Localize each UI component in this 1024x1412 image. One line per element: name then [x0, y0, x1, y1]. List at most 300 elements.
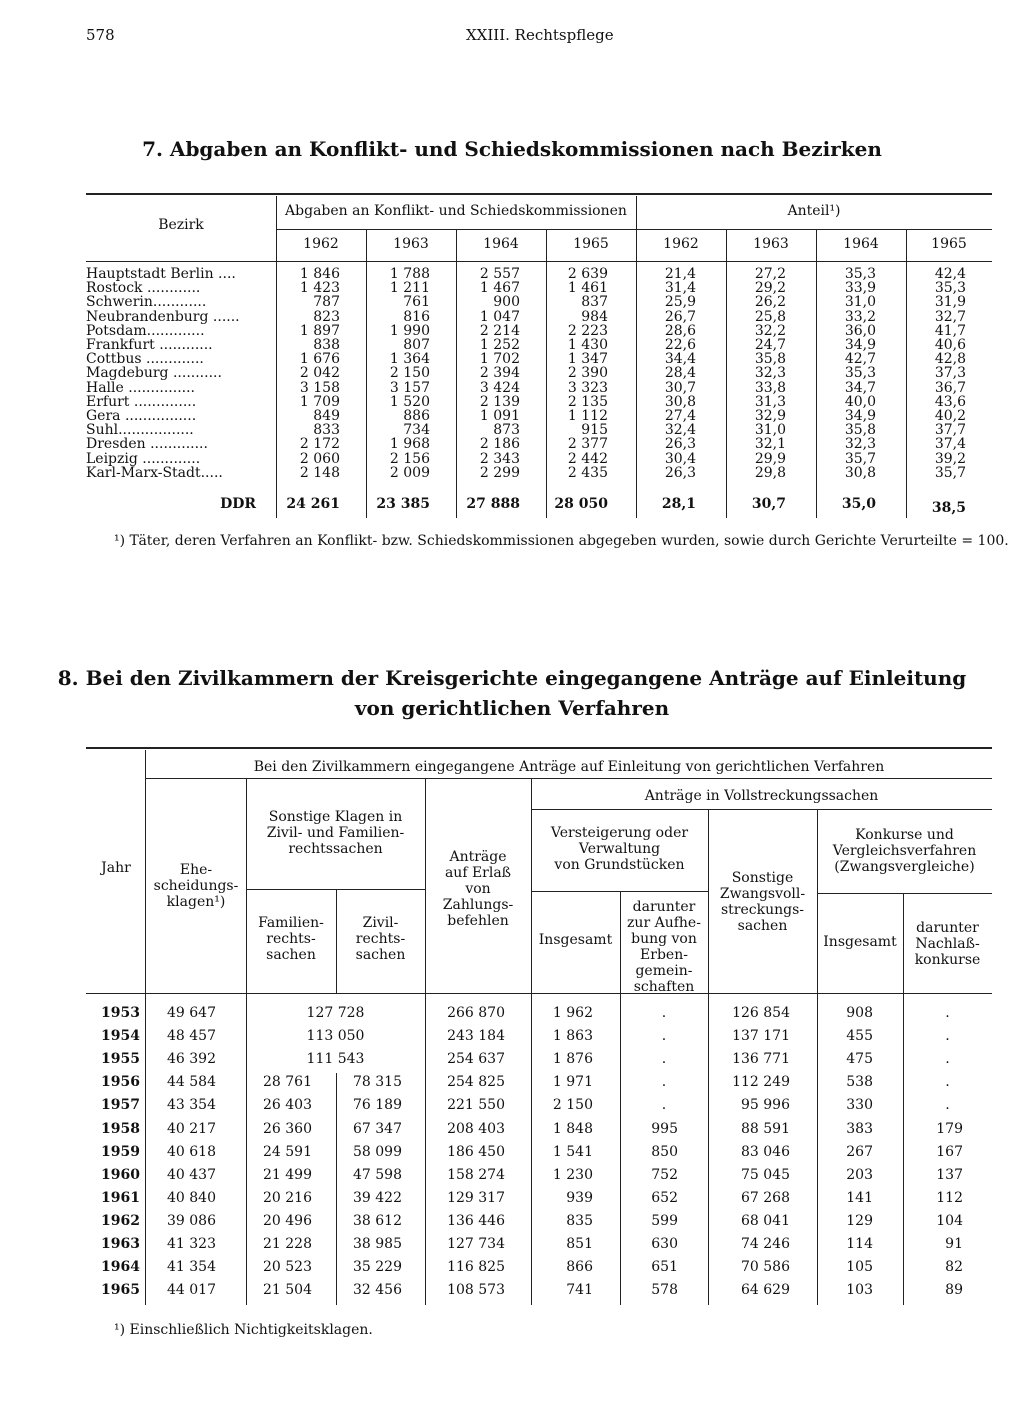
- t8-cell-konkurse: 129: [846, 1212, 873, 1229]
- t8-cell-erben: 630: [651, 1236, 678, 1252]
- t7-year: 1963: [393, 236, 429, 252]
- t8-cell-zahlung: 266 870: [447, 1005, 505, 1021]
- t7-cell-anteil: 41,7: [934, 322, 966, 339]
- t7-cell-abgaben: 2 042: [299, 365, 340, 382]
- t7-cell-anteil: 26,3: [664, 464, 696, 481]
- t8-cell-erben: 599: [651, 1212, 678, 1229]
- t8-cell-versteigerung: 851: [566, 1236, 593, 1252]
- t8-cell-jahr: 1955: [101, 1051, 140, 1068]
- t7-cell-abgaben: 1 112: [567, 408, 608, 424]
- t7-cell-anteil: 40,2: [934, 408, 966, 424]
- t7-cell-anteil: 35,8: [844, 422, 876, 439]
- t8-cell-sonst-zw: 83 046: [741, 1143, 790, 1160]
- t8-cell-zahlung: 243 184: [447, 1028, 505, 1045]
- t7-cell-anteil: 33,2: [844, 308, 876, 325]
- t8-top-rule: [86, 747, 992, 749]
- t7-cell-anteil: 34,9: [844, 408, 876, 424]
- t8-cell-versteigerung: 1 971: [552, 1074, 593, 1091]
- t8-cell-jahr: 1965: [101, 1282, 140, 1299]
- t7-cell-abgaben: 837: [581, 294, 608, 311]
- t8-cell-konkurse: 455: [846, 1028, 873, 1045]
- t7-top-rule: [86, 193, 992, 195]
- t8-header-zivil: Zivil- rechts- sachen: [355, 915, 406, 963]
- t7-cell-anteil: 26,3: [664, 436, 696, 453]
- t7-cell-abgaben: 1 990: [389, 322, 430, 339]
- t7-row-name: Rostock ............: [86, 280, 201, 297]
- t7-cell-anteil: 35,7: [844, 450, 876, 467]
- t8-header-darunter-b: darunter Nachlaß- konkurse: [914, 920, 981, 968]
- t7-cell-abgaben: 1 461: [567, 280, 608, 297]
- t8-cell-erben: 651: [651, 1259, 678, 1276]
- t8-cell-nachlass: .: [945, 1005, 950, 1021]
- t8-cell-ehe: 40 618: [167, 1143, 216, 1160]
- t7-row-name: Cottbus .............: [86, 351, 204, 368]
- t8-cell-konkurse: 267: [846, 1143, 873, 1160]
- t8-cell-nachlass: 91: [945, 1236, 963, 1252]
- t8-cell-zahlung: 127 734: [447, 1236, 505, 1252]
- t8-header-familien: Familien- rechts- sachen: [258, 915, 324, 963]
- t7-cell-abgaben: 2 060: [299, 450, 340, 467]
- t8-cell-sonstige: 127 728: [306, 1005, 365, 1021]
- t8-cell-sonst-zw: 137 171: [732, 1028, 790, 1045]
- t8-cell-jahr: 1963: [101, 1236, 140, 1252]
- t7-cell-anteil: 30,8: [844, 464, 876, 481]
- t7-cell-abgaben: 1 252: [479, 337, 520, 353]
- t7-row-name: Karl-Marx-Stadt.....: [86, 464, 223, 481]
- t8-cell-familien: 24 591: [263, 1143, 312, 1160]
- t7-cell-anteil: 32,2: [754, 322, 786, 339]
- t7-cell-abgaben: 2 150: [389, 365, 430, 382]
- t7-cell-abgaben: 873: [493, 422, 520, 439]
- t7-cell-anteil: 31,9: [934, 294, 966, 311]
- t8-cell-jahr: 1957: [101, 1097, 140, 1114]
- t7-cell-anteil: 32,9: [754, 408, 786, 424]
- t8-cell-nachlass: 137: [936, 1166, 963, 1183]
- t8-header-sonst-zw: Sonstige Zwangsvoll- streckungs- sachen: [719, 870, 806, 934]
- t7-cell-anteil: 29,2: [754, 280, 786, 297]
- t7-cell-anteil: 33,8: [754, 379, 786, 396]
- t7-cell-abgaben: 3 158: [299, 379, 340, 396]
- t7-year: 1964: [483, 236, 519, 252]
- t7-cell-anteil: 31,4: [664, 280, 696, 297]
- t7-cell-abgaben: 2 009: [389, 464, 430, 481]
- t8-header-konkurse: Konkurse und Vergleichsverfahren (Zwangsvergleiche): [832, 827, 977, 875]
- t8-cell-nachlass: 82: [945, 1259, 963, 1276]
- t7-cell-abgaben: 2 172: [299, 436, 340, 453]
- t8-cell-nachlass: 112: [936, 1189, 963, 1206]
- t8-cell-konkurse: 475: [846, 1051, 873, 1068]
- t7-cell-anteil: 35,3: [844, 266, 876, 282]
- t7-cell-abgaben: 816: [403, 308, 430, 325]
- t7-cell-abgaben: 833: [313, 422, 340, 439]
- t7-cell-abgaben: 823: [313, 308, 340, 325]
- t8-cell-zahlung: 136 446: [447, 1212, 505, 1229]
- t8-cell-jahr: 1964: [101, 1259, 140, 1276]
- t7-row-name: Schwerin............: [86, 294, 207, 311]
- t8-cell-ehe: 41 323: [167, 1236, 216, 1252]
- t7-cell-anteil: 35,3: [844, 365, 876, 382]
- t8-cell-sonst-zw: 70 586: [741, 1259, 790, 1276]
- t7-cell-anteil: 40,0: [844, 393, 876, 410]
- t8-header-jahr: Jahr: [101, 860, 131, 876]
- t7-cell-anteil: 42,7: [844, 351, 876, 368]
- t7-cell-anteil: 32,1: [754, 436, 786, 453]
- t7-cell-abgaben: 1 702: [479, 351, 520, 368]
- t8-cell-nachlass: 179: [936, 1120, 963, 1137]
- t8-cell-ehe: 40 840: [167, 1189, 216, 1206]
- t8-cell-nachlass: .: [945, 1028, 950, 1045]
- t8-cell-erben: .: [661, 1005, 667, 1021]
- t7-cell-abgaben: 1 364: [389, 351, 430, 368]
- t7-row-name: Dresden .............: [86, 436, 208, 453]
- t8-cell-sonst-zw: 68 041: [741, 1212, 790, 1229]
- t8-cell-jahr: 1961: [101, 1189, 140, 1206]
- t7-cell-abgaben: 1 211: [389, 280, 430, 297]
- t8-header-versteig: Versteigerung oder Verwaltung von Grundstücken: [550, 825, 689, 873]
- t7-cell-anteil: 28,6: [664, 322, 696, 339]
- t7-cell-abgaben: 1 968: [389, 436, 430, 453]
- t7-cell-abgaben: 2 394: [479, 365, 520, 382]
- t7-cell-anteil: 37,3: [934, 365, 966, 382]
- t7-year: 1964: [843, 236, 879, 252]
- t8-cell-versteigerung: 835: [566, 1212, 593, 1229]
- t7-year: 1963: [753, 236, 789, 252]
- t7-row-name: Magdeburg ...........: [86, 365, 222, 382]
- t8-cell-erben: .: [661, 1051, 667, 1068]
- t8-cell-zivil: 78 315: [353, 1074, 402, 1091]
- t8-cell-zivil: 47 598: [353, 1166, 402, 1183]
- t8-cell-erben: .: [661, 1097, 667, 1114]
- t7-cell-anteil: 36,7: [934, 379, 966, 396]
- t8-cell-jahr: 1958: [101, 1120, 140, 1137]
- t7-row-name: Gera ................: [86, 408, 197, 424]
- t8-footnote: ¹) Einschließlich Nichtigkeitsklagen.: [114, 1322, 373, 1338]
- t7-header-rule: [86, 261, 992, 262]
- t7-cell-anteil: 37,7: [934, 422, 966, 439]
- t7-cell-anteil: 30,4: [664, 450, 696, 467]
- t8-rule: [531, 809, 992, 810]
- t8-cell-familien: 20 496: [263, 1212, 312, 1229]
- t7-cell-anteil: 22,6: [664, 337, 696, 353]
- t8-cell-ehe: 49 647: [167, 1005, 216, 1021]
- t8-cell-zivil: 76 189: [353, 1097, 402, 1114]
- t7-row-name: Potsdam.............: [86, 322, 205, 339]
- t7-cell-anteil: 42,4: [934, 266, 966, 282]
- t8-cell-ehe: 39 086: [167, 1212, 216, 1229]
- t8-cell-familien: 21 228: [263, 1236, 312, 1252]
- t7-total-abgaben: 27 888: [466, 496, 520, 512]
- t7-col-bezirk: Bezirk: [158, 217, 204, 233]
- t7-cell-anteil: 25,9: [664, 294, 696, 311]
- t7-cell-anteil: 27,2: [754, 266, 786, 282]
- t8-cell-sonst-zw: 67 268: [741, 1189, 790, 1206]
- t7-cell-abgaben: 3 323: [567, 379, 608, 396]
- t8-cell-nachlass: .: [945, 1097, 950, 1114]
- t7-cell-abgaben: 1 467: [479, 280, 520, 297]
- t7-cell-abgaben: 2 435: [567, 464, 608, 481]
- t8-cell-ehe: 44 017: [167, 1282, 216, 1299]
- t8-cell-konkurse: 330: [846, 1097, 873, 1114]
- table8-title-line1: 8. Bei den Zivilkammern der Kreisgerichte eingegangene Anträge auf Einleitung: [57, 666, 967, 690]
- t8-cell-erben: .: [661, 1028, 667, 1045]
- t8-cell-jahr: 1954: [101, 1028, 140, 1045]
- t7-cell-abgaben: 1 520: [389, 393, 430, 410]
- t7-cell-anteil: 40,6: [934, 337, 966, 353]
- t7-year: 1965: [573, 236, 609, 252]
- t8-cell-sonst-zw: 95 996: [741, 1097, 790, 1114]
- table8-title-line2: von gerichtlichen Verfahren: [354, 696, 670, 720]
- t7-cell-abgaben: 1 846: [299, 266, 340, 282]
- t7-cell-abgaben: 2 343: [479, 450, 520, 467]
- t7-cell-anteil: 32,3: [754, 365, 786, 382]
- t8-rule: [817, 893, 992, 894]
- t7-cell-anteil: 34,4: [664, 351, 696, 368]
- t7-cell-abgaben: 2 442: [567, 450, 608, 467]
- t7-cell-abgaben: 2 639: [567, 266, 608, 282]
- t7-total-abgaben: 28 050: [554, 496, 608, 512]
- t7-cell-abgaben: 886: [403, 408, 430, 424]
- t7-cell-abgaben: 2 214: [479, 322, 520, 339]
- t8-cell-sonst-zw: 64 629: [741, 1282, 790, 1299]
- t7-row-name: Hauptstadt Berlin ....: [86, 266, 236, 282]
- t7-cell-abgaben: 2 299: [479, 464, 520, 481]
- t7-total-anteil: 30,7: [751, 496, 786, 512]
- page-number: 578: [86, 26, 115, 44]
- t8-cell-zahlung: 254 637: [447, 1051, 505, 1068]
- t8-header-darunter-a: darunter zur Aufhe- bung von Erben- gemein- schaften: [627, 899, 701, 995]
- t8-cell-zivil: 67 347: [353, 1120, 402, 1137]
- t7-cell-abgaben: 734: [403, 422, 430, 439]
- t7-row-name: Erfurt ..............: [86, 393, 197, 410]
- t8-cell-versteigerung: 1 863: [552, 1028, 593, 1045]
- t7-cell-abgaben: 838: [313, 337, 340, 353]
- t8-cell-sonst-zw: 126 854: [732, 1005, 790, 1021]
- t8-cell-jahr: 1960: [101, 1166, 140, 1183]
- t7-cell-anteil: 29,8: [754, 464, 786, 481]
- t8-cell-ehe: 48 457: [167, 1028, 216, 1045]
- t8-cell-zahlung: 129 317: [447, 1189, 505, 1206]
- t8-cell-jahr: 1959: [101, 1143, 140, 1160]
- t8-cell-zivil: 32 456: [353, 1282, 402, 1299]
- t7-cell-anteil: 34,7: [844, 379, 876, 396]
- t8-cell-sonst-zw: 74 246: [741, 1236, 790, 1252]
- section-header: XXIII. Rechtspflege: [466, 26, 614, 44]
- t8-cell-familien: 20 216: [263, 1189, 312, 1206]
- t7-cell-abgaben: 1 047: [479, 308, 520, 325]
- t8-cell-nachlass: 89: [945, 1282, 963, 1299]
- t8-cell-konkurse: 538: [846, 1074, 873, 1091]
- t7-row-name: Neubrandenburg ......: [86, 308, 240, 325]
- t7-footnote: ¹) Täter, deren Verfahren an Konflikt- bzw. Schiedskommissionen abgegeben wurden, sowie durch Gerichte Verurteilte = 100.: [114, 533, 1009, 549]
- t8-cell-konkurse: 114: [846, 1236, 873, 1252]
- t7-cell-abgaben: 2 223: [567, 322, 608, 339]
- t8-cell-zivil: 58 099: [353, 1143, 402, 1160]
- t7-cell-anteil: 36,0: [844, 322, 876, 339]
- t7-year: 1962: [663, 236, 699, 252]
- t8-cell-familien: 26 403: [263, 1097, 312, 1114]
- t8-cell-ehe: 41 354: [167, 1259, 216, 1276]
- t8-cell-ehe: 40 437: [167, 1166, 216, 1183]
- t7-row-name: Suhl.................: [86, 422, 194, 439]
- t8-cell-familien: 21 504: [263, 1282, 312, 1299]
- t8-cell-versteigerung: 1 230: [552, 1166, 593, 1183]
- t8-header-group: Bei den Zivilkammern eingegangene Anträge auf Einleitung von gerichtlichen Verfahren: [253, 759, 885, 775]
- t7-cell-anteil: 35,7: [934, 464, 966, 481]
- t7-cell-abgaben: 807: [403, 337, 430, 353]
- t8-cell-ehe: 40 217: [167, 1120, 216, 1137]
- t8-cell-versteigerung: 2 150: [552, 1097, 593, 1114]
- t7-cell-anteil: 39,2: [934, 450, 966, 467]
- t8-cell-zahlung: 158 274: [447, 1166, 505, 1183]
- t8-cell-zivil: 35 229: [353, 1259, 402, 1276]
- t8-header-insgesamt-b: Insgesamt: [823, 934, 897, 950]
- t7-cell-anteil: 28,4: [664, 365, 696, 382]
- t7-cell-anteil: 24,7: [754, 337, 786, 353]
- t7-cell-abgaben: 2 377: [567, 436, 608, 453]
- t7-cell-anteil: 27,4: [664, 408, 696, 424]
- t7-cell-abgaben: 984: [581, 308, 608, 325]
- t7-cell-anteil: 32,4: [664, 422, 696, 439]
- t7-cell-anteil: 43,6: [934, 393, 966, 410]
- t7-cell-abgaben: 1 347: [567, 351, 608, 368]
- t7-cell-abgaben: 2 148: [299, 464, 340, 481]
- t8-rule: [146, 778, 992, 779]
- t7-total-abgaben: 23 385: [376, 496, 430, 512]
- t8-cell-erben: 578: [651, 1282, 678, 1299]
- t7-cell-anteil: 30,7: [664, 379, 696, 396]
- t8-cell-zahlung: 254 825: [447, 1074, 505, 1091]
- t7-cell-abgaben: 900: [493, 294, 520, 311]
- t8-cell-jahr: 1956: [101, 1074, 140, 1091]
- t8-cell-sonst-zw: 112 249: [732, 1074, 790, 1091]
- t7-cell-abgaben: 2 557: [479, 266, 520, 282]
- t7-cell-anteil: 32,3: [844, 436, 876, 453]
- t7-cell-anteil: 34,9: [844, 337, 876, 353]
- t7-cell-abgaben: 1 676: [299, 351, 340, 368]
- t7-cell-anteil: 26,7: [664, 308, 696, 325]
- t8-cell-sonstige: 111 543: [306, 1051, 365, 1068]
- t8-cell-zahlung: 108 573: [447, 1282, 505, 1299]
- t8-cell-sonst-zw: 88 591: [741, 1120, 790, 1137]
- t8-cell-konkurse: 908: [846, 1005, 873, 1021]
- t7-total-abgaben: 24 261: [286, 496, 340, 512]
- t7-total-anteil: 28,1: [661, 496, 696, 512]
- t7-cell-abgaben: 2 156: [389, 450, 430, 467]
- t8-cell-versteigerung: 1 848: [552, 1120, 593, 1137]
- t8-cell-sonst-zw: 136 771: [732, 1051, 790, 1068]
- t7-cell-abgaben: 2 135: [567, 393, 608, 410]
- t8-cell-zahlung: 208 403: [447, 1120, 505, 1137]
- t8-header-insgesamt-a: Insgesamt: [538, 932, 613, 948]
- t8-header-rule: [86, 993, 992, 994]
- t7-cell-abgaben: 1 788: [389, 266, 430, 282]
- t8-cell-versteigerung: 939: [566, 1189, 593, 1206]
- t8-cell-erben: .: [661, 1074, 667, 1091]
- t7-cell-anteil: 31,3: [754, 393, 786, 410]
- t8-cell-konkurse: 105: [846, 1259, 873, 1276]
- t8-cell-ehe: 46 392: [167, 1051, 216, 1068]
- t8-cell-versteigerung: 1 876: [552, 1051, 593, 1068]
- t7-cell-abgaben: 2 186: [479, 436, 520, 453]
- t8-cell-zivil: 39 422: [353, 1189, 402, 1206]
- t8-cell-erben: 652: [651, 1189, 678, 1206]
- t8-cell-familien: 28 761: [263, 1074, 312, 1091]
- t8-cell-erben: 752: [651, 1166, 678, 1183]
- t8-cell-zahlung: 186 450: [447, 1143, 505, 1160]
- t8-cell-erben: 850: [651, 1143, 678, 1160]
- t7-cell-anteil: 30,8: [664, 393, 696, 410]
- t8-cell-ehe: 44 584: [167, 1074, 216, 1091]
- t7-cell-anteil: 25,8: [754, 308, 786, 325]
- t7-cell-anteil: 21,4: [664, 266, 696, 282]
- t7-row-name: Halle ...............: [86, 379, 195, 396]
- t8-cell-versteigerung: 1 962: [552, 1005, 593, 1021]
- t8-cell-versteigerung: 1 541: [552, 1143, 593, 1160]
- t8-header-zahlung: Anträge auf Erlaß von Zahlungs- befehlen: [442, 849, 514, 929]
- t8-cell-jahr: 1953: [101, 1005, 140, 1021]
- t7-total-anteil: 38,5: [931, 500, 966, 516]
- t7-cell-abgaben: 2 390: [567, 365, 608, 382]
- t7-cell-anteil: 26,2: [754, 294, 786, 311]
- t7-group-anteil: Anteil¹): [787, 203, 841, 219]
- t8-header-ehe: Ehe- scheidungs- klagen¹): [153, 862, 239, 910]
- t7-cell-abgaben: 1 423: [299, 280, 340, 297]
- t8-header-sonstige: Sonstige Klagen in Zivil- und Familien- rechtssachen: [266, 809, 405, 857]
- t7-cell-anteil: 31,0: [754, 422, 786, 439]
- t7-year: 1965: [931, 236, 967, 252]
- t7-group-abgaben: Abgaben an Konflikt- und Schiedskommissionen: [285, 203, 627, 219]
- t8-cell-nachlass: .: [945, 1074, 950, 1091]
- t7-cell-anteil: 42,8: [934, 351, 966, 368]
- t8-cell-sonst-zw: 75 045: [741, 1166, 790, 1183]
- t8-cell-familien: 26 360: [263, 1120, 312, 1137]
- t8-cell-familien: 21 499: [263, 1166, 312, 1183]
- t7-cell-anteil: 33,9: [844, 280, 876, 297]
- t7-cell-anteil: 31,0: [844, 294, 876, 311]
- t7-cell-abgaben: 1 091: [479, 408, 520, 424]
- t7-total-name: DDR: [220, 496, 256, 512]
- t8-cell-konkurse: 383: [846, 1120, 873, 1137]
- t7-cell-abgaben: 2 139: [479, 393, 520, 410]
- t8-cell-jahr: 1962: [101, 1212, 140, 1229]
- t8-cell-zivil: 38 612: [353, 1212, 402, 1229]
- t8-cell-versteigerung: 866: [566, 1259, 593, 1276]
- t8-cell-versteigerung: 741: [566, 1282, 593, 1299]
- t8-cell-nachlass: 104: [936, 1212, 963, 1229]
- t8-cell-konkurse: 103: [846, 1282, 873, 1299]
- t8-header-vollstr: Anträge in Vollstreckungssachen: [644, 788, 879, 804]
- t7-cell-anteil: 35,8: [754, 351, 786, 368]
- t7-cell-abgaben: 915: [581, 422, 608, 439]
- t7-cell-abgaben: 1 709: [299, 393, 340, 410]
- t8-cell-nachlass: .: [945, 1051, 950, 1068]
- t7-row-name: Leipzig .............: [86, 450, 201, 467]
- t8-cell-erben: 995: [651, 1120, 678, 1137]
- t8-cell-konkurse: 141: [846, 1189, 873, 1206]
- t7-row-name: Frankfurt ............: [86, 337, 213, 353]
- t7-cell-anteil: 35,3: [934, 280, 966, 297]
- t8-cell-zahlung: 116 825: [447, 1259, 505, 1276]
- table7-title: 7. Abgaben an Konflikt- und Schiedskommissionen nach Bezirken: [142, 137, 882, 161]
- t8-cell-konkurse: 203: [846, 1166, 873, 1183]
- t7-total-anteil: 35,0: [841, 496, 876, 512]
- t7-cell-abgaben: 761: [403, 294, 430, 311]
- t8-cell-nachlass: 167: [936, 1143, 963, 1160]
- t7-cell-abgaben: 1 897: [299, 322, 340, 339]
- t7-cell-anteil: 32,7: [934, 308, 966, 325]
- t7-cell-anteil: 37,4: [934, 436, 966, 453]
- t7-cell-abgaben: 3 424: [479, 379, 520, 396]
